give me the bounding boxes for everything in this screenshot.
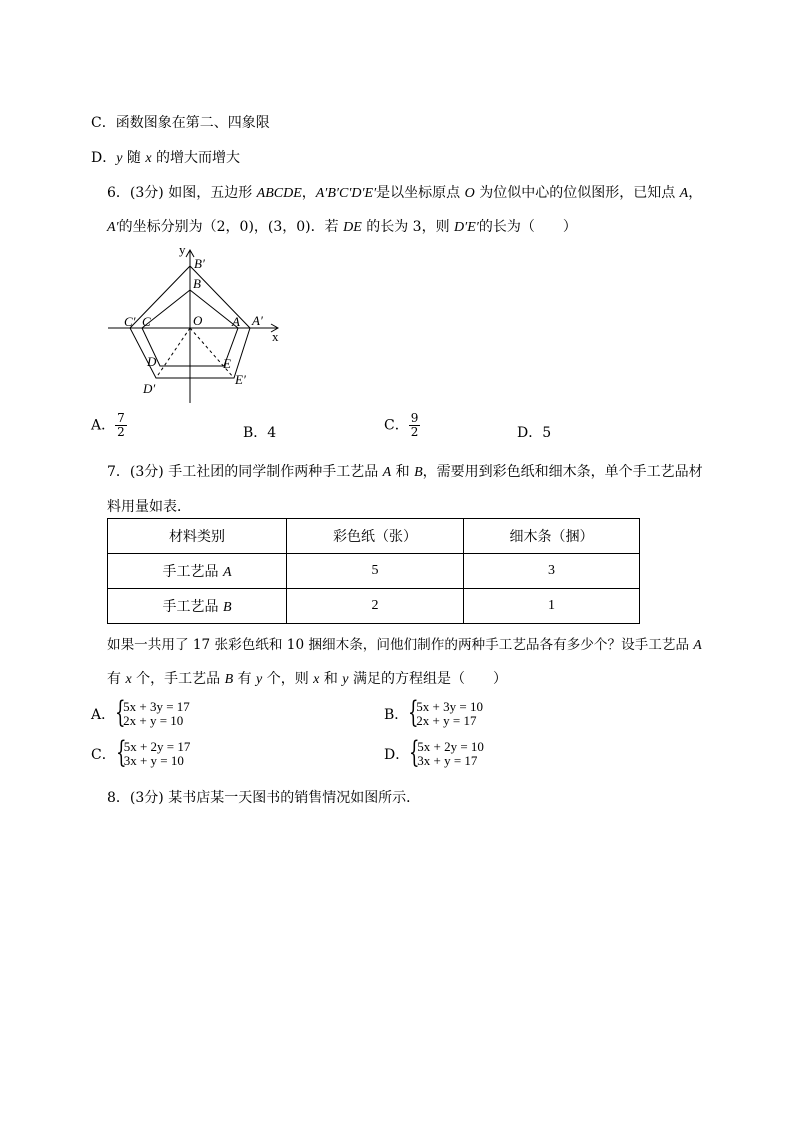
- table-cell: 5: [287, 554, 464, 589]
- table-row: [108, 589, 640, 624]
- text: 和: [391, 464, 415, 480]
- equation: 5x + 3y = 17: [123, 699, 190, 714]
- var-y: y: [256, 672, 263, 687]
- text: 和: [319, 671, 343, 687]
- text: 为位似中心的位似图形，已知点: [474, 185, 680, 201]
- q7-stem-line4: [107, 668, 507, 688]
- table-header: 彩色纸（张）: [287, 519, 464, 554]
- equation: 5x + 2y = 17: [123, 739, 191, 754]
- point-a-name: A: [679, 186, 689, 201]
- numerator: 7: [117, 411, 125, 425]
- text: 手工艺品: [162, 564, 223, 580]
- label-ap: A′: [252, 313, 263, 328]
- table-cell: 1: [464, 589, 640, 624]
- segment-de: DE: [343, 220, 362, 235]
- numerator: 9: [410, 411, 419, 425]
- text: ，: [301, 185, 316, 201]
- var: B: [222, 600, 232, 615]
- var-y: y: [116, 151, 123, 166]
- equation-system: [409, 735, 484, 770]
- option-d-prefix: D．: [91, 150, 117, 166]
- text: ，: [688, 185, 703, 201]
- text: ，需要用到彩色纸和细木条，单个手工艺品材: [422, 464, 703, 480]
- text: 7．(3分) 手工社团的同学制作两种手工艺品: [107, 464, 383, 480]
- option-prefix: A．: [91, 707, 116, 723]
- equation: 3x + y = 17: [417, 753, 478, 768]
- text: 随: [122, 150, 146, 166]
- brace-icon: {: [115, 735, 127, 770]
- brace-icon: {: [408, 695, 419, 730]
- table-cell: 3: [464, 554, 640, 589]
- option-prefix: C．: [384, 417, 409, 434]
- q7-option-d[interactable]: [384, 735, 484, 770]
- label-o: O: [193, 313, 203, 328]
- equation: 5x + 3y = 10: [416, 699, 483, 714]
- q8-stem-line1: 8．(3分) 某书店某一天图书的销售情况如图所示．: [107, 790, 421, 806]
- equation-system: [115, 695, 190, 730]
- table-header: 细木条（捆）: [464, 519, 640, 554]
- brace-icon: {: [409, 735, 420, 770]
- option-prefix: C．: [91, 747, 116, 763]
- materials-table: [107, 518, 640, 624]
- var-x: x: [313, 672, 320, 687]
- q7-stem-line3: [107, 633, 702, 653]
- text: 个，手工艺品: [131, 671, 225, 687]
- table-cell: [108, 589, 287, 624]
- label-cp: C′: [124, 314, 136, 329]
- table-cell: 2: [287, 589, 464, 624]
- equation: 3x + y = 10: [123, 753, 184, 768]
- text: 有: [107, 671, 126, 687]
- pentagon-name: ABCDE: [256, 186, 302, 201]
- text: 满足的方程组是（ ）: [348, 671, 507, 687]
- text: 是以坐标原点: [376, 185, 465, 201]
- text: 的长为（ ）: [478, 219, 577, 235]
- fraction: [409, 412, 421, 439]
- table-row: [108, 554, 640, 589]
- pentagon-prime-name: A′B′C′D′E′: [315, 186, 377, 201]
- var-y: y: [342, 672, 349, 687]
- option-d-prev: [91, 147, 240, 167]
- q7-option-b[interactable]: [384, 695, 483, 730]
- origin-name: O: [464, 186, 475, 201]
- label-d: D: [147, 354, 157, 369]
- q7-stem-line1: [107, 461, 703, 481]
- equation: 2x + y = 17: [416, 713, 477, 728]
- var-a: A: [382, 465, 392, 480]
- table-cell: [108, 554, 287, 589]
- segment-dpep: D′E′: [454, 220, 479, 235]
- q7-option-a[interactable]: [91, 695, 190, 730]
- var: A: [222, 565, 232, 580]
- brace-icon: {: [115, 695, 126, 730]
- text: 的长为 3，则: [361, 219, 455, 235]
- equation-system: [115, 735, 191, 770]
- var-b: B: [224, 672, 234, 687]
- label-x: x: [272, 329, 279, 344]
- dashed-od: [156, 328, 190, 378]
- text: 个，则: [262, 671, 314, 687]
- label-e: E: [223, 356, 231, 371]
- label-bp: B′: [194, 256, 205, 271]
- option-prefix: A．: [91, 417, 116, 434]
- label-dp: D′: [143, 381, 156, 396]
- label-a: A: [232, 314, 240, 329]
- text: 如果一共用了 17 张彩色纸和 10 捆细木条，问他们制作的两种手工艺品各有多少个？设手工艺品: [107, 637, 694, 653]
- var-x: x: [145, 151, 152, 166]
- q7-stem-line2: 料用量如表．: [107, 499, 191, 515]
- q7-option-c[interactable]: [91, 735, 191, 770]
- var-a: A: [693, 637, 702, 652]
- text: 的坐标分别为（2，0)，(3，0)．若: [118, 219, 344, 235]
- text: 的增大而增大: [151, 150, 241, 166]
- option-c-prev: C．函数图象在第二、四象限: [91, 115, 270, 131]
- fraction: [115, 412, 127, 439]
- equation: 2x + y = 10: [123, 713, 184, 728]
- point-ap-name: A′: [107, 220, 119, 235]
- label-c: C: [142, 314, 151, 329]
- q6-option-c[interactable]: [384, 412, 420, 439]
- option-prefix: D．: [384, 747, 410, 763]
- label-y: y: [179, 242, 186, 257]
- label-b: B: [193, 276, 201, 291]
- q6-option-b[interactable]: B．4: [243, 425, 277, 441]
- text: 有: [233, 671, 257, 687]
- q6-option-a[interactable]: [91, 412, 127, 439]
- option-prefix: B．: [384, 707, 409, 723]
- denominator: 2: [117, 425, 125, 439]
- q6-stem-line2: [107, 216, 577, 236]
- pentagon-figure: [100, 238, 290, 406]
- label-ep: E′: [235, 372, 246, 387]
- denominator: 2: [410, 425, 419, 439]
- table-header: 材料类别: [108, 519, 287, 554]
- var-b: B: [414, 465, 423, 480]
- var-x: x: [125, 672, 132, 687]
- q6-stem-line1: [107, 182, 702, 202]
- text: 6．(3分) 如图，五边形: [107, 185, 257, 201]
- text: 手工艺品: [162, 599, 223, 615]
- q6-option-d[interactable]: D．5: [517, 425, 552, 441]
- equation-system: [408, 695, 483, 730]
- table-header-row: [108, 519, 640, 554]
- equation: 5x + 2y = 10: [417, 739, 484, 754]
